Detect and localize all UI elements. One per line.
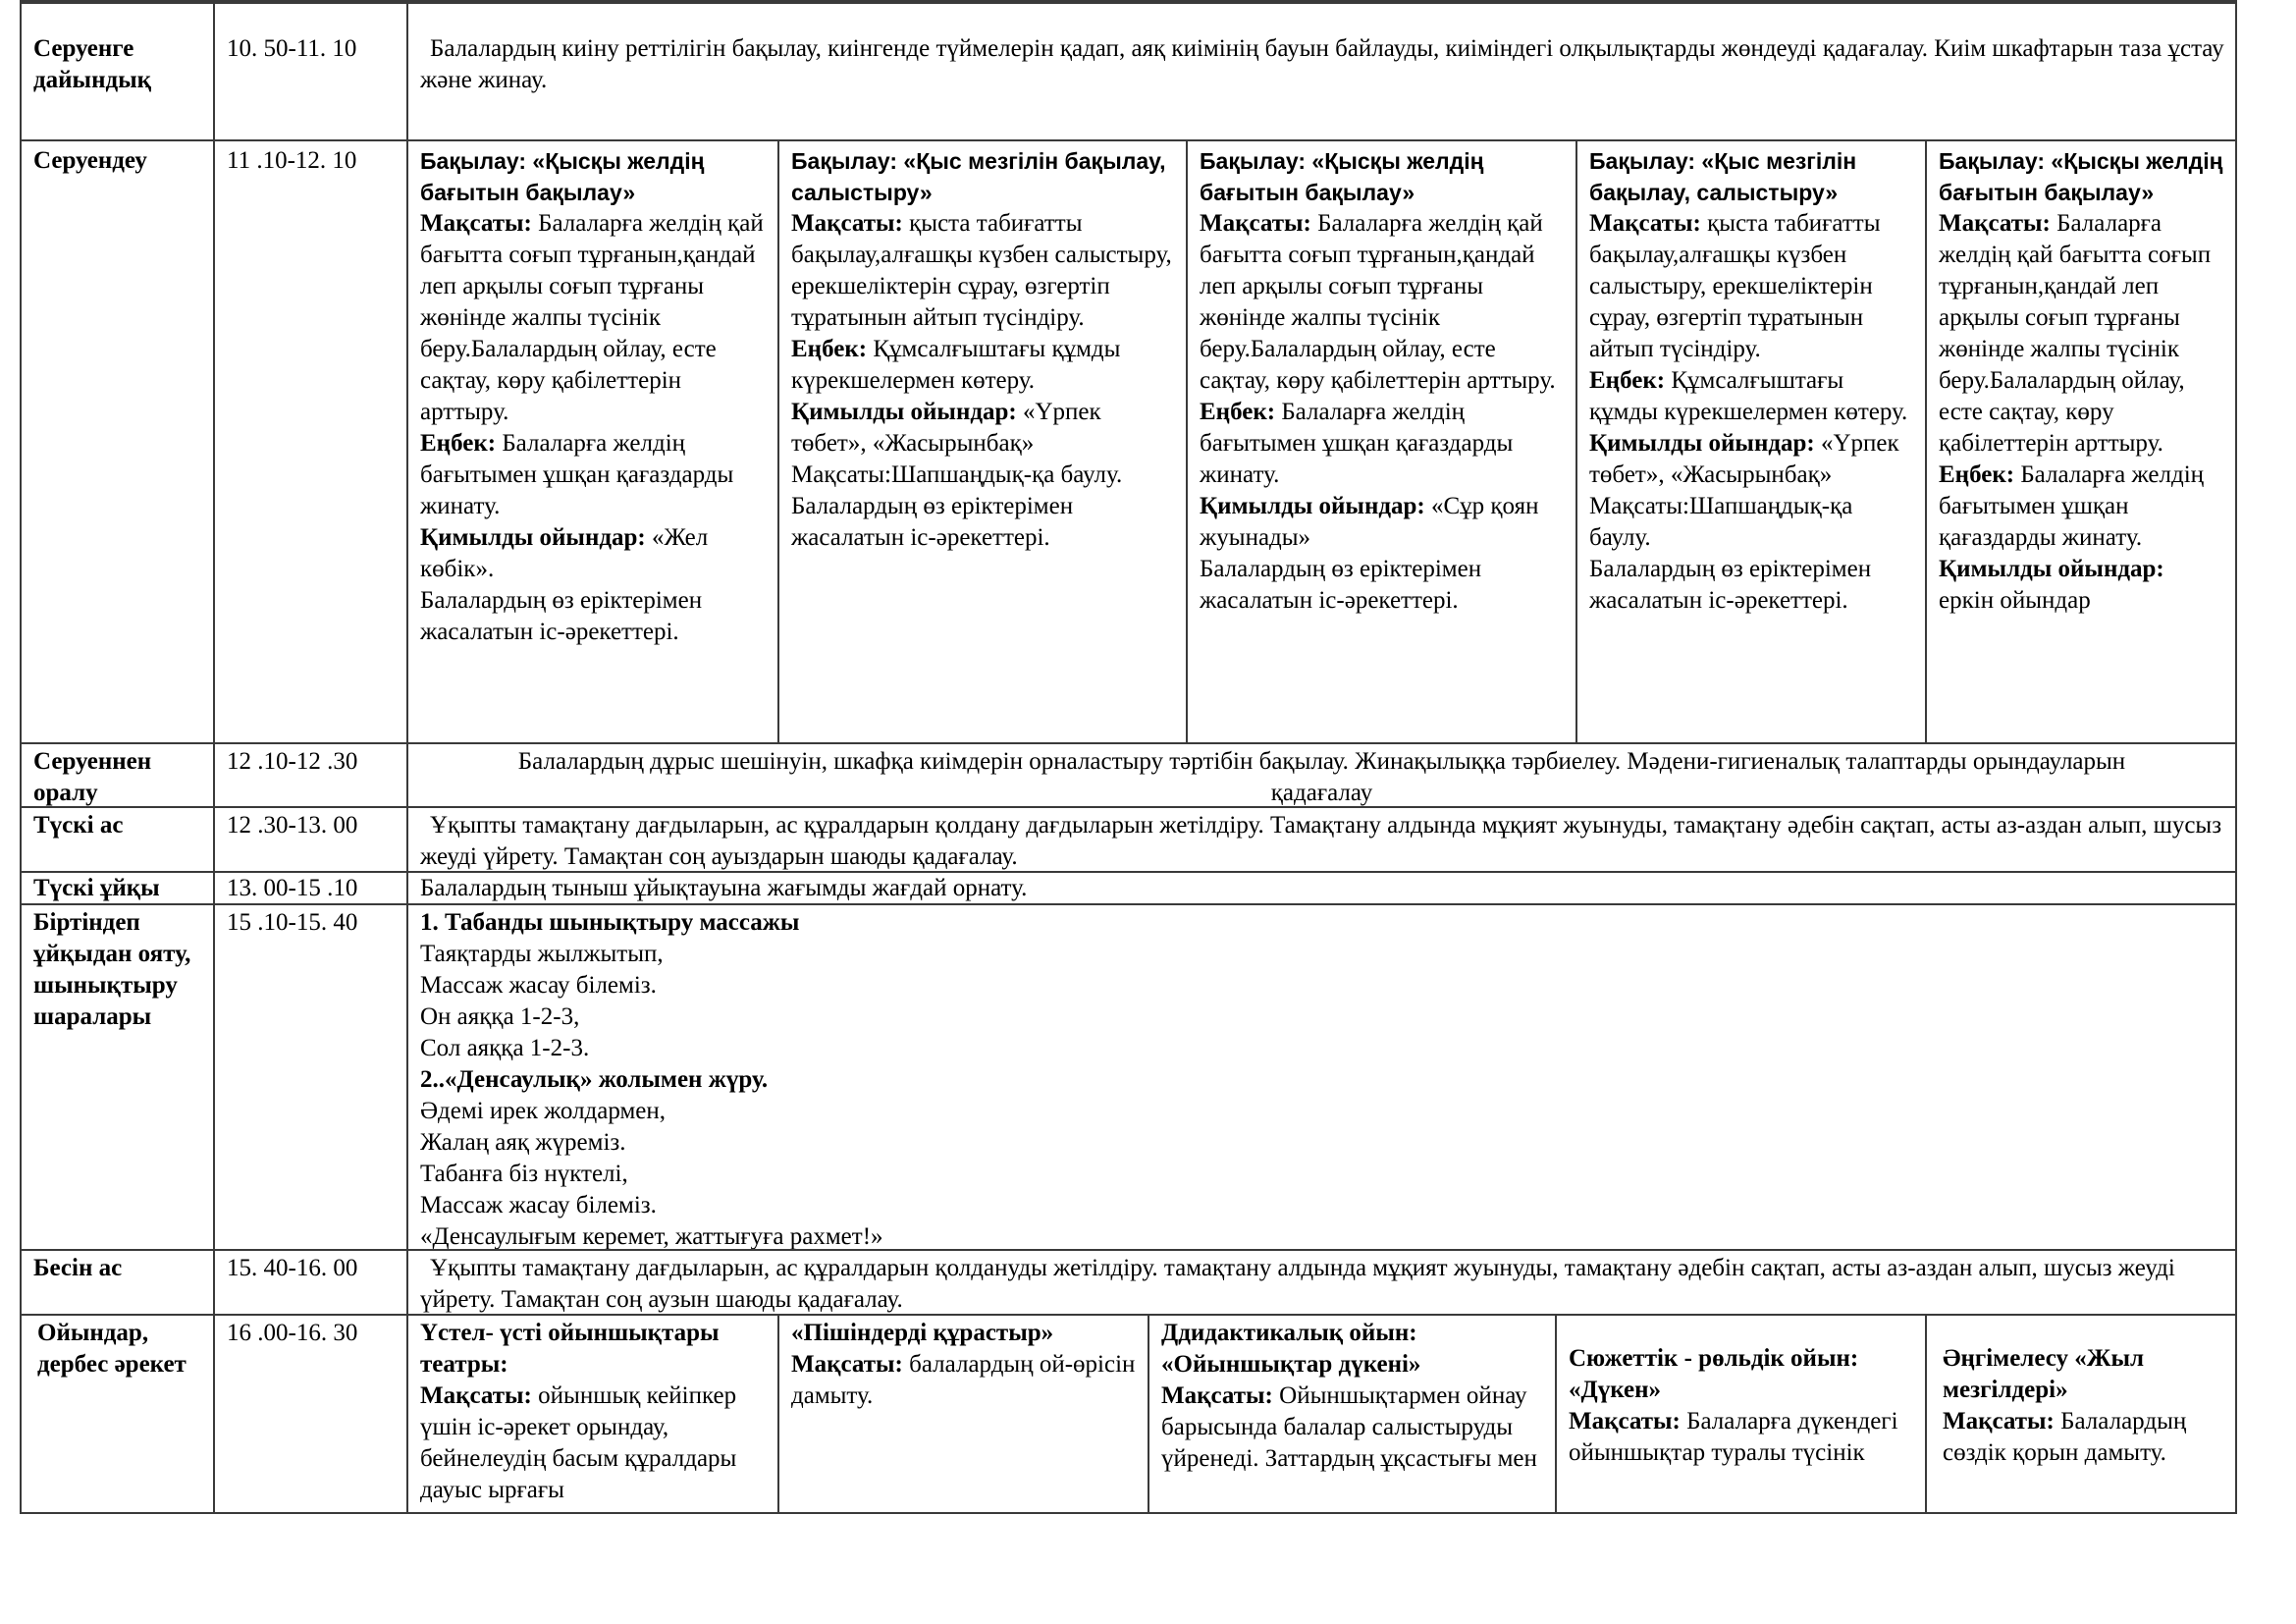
row-text-snack: Ұқыпты тамақтану дағдыларын, ас құралдарын қолдануды жетілдіру. тамақтану алдында мұқият жуынуды, тамақтану әдебін сақтап, асты аз-аздан алып, шусыз жеуді үйрету. Тамақтан соң аузын шаюды қадағалау.	[406, 1249, 2237, 1316]
row-time-nap: 13. 00-15 .10	[213, 871, 408, 905]
verse-line: Жалаң аяқ жүреміз.	[420, 1129, 626, 1156]
goal-text: Балаларға желдің қай бағытта соғып тұрғанын,қандай леп арқылы соғып тұрғаны жөнінде жалпы түсінік беру.Балалардың ойлау, есте сақтау, көру қабілеттерін арттыру.	[1200, 210, 1556, 394]
goal-text: Балалардың сөздік қорын дамыту.	[1943, 1408, 2187, 1466]
games-column	[1925, 1314, 2237, 1514]
movement-games-text: «Үрпек төбет», «Жасырынбақ»	[791, 399, 1101, 457]
labor-paragraph	[791, 334, 1176, 397]
verse-line: Он аяққа 1-2-3,	[420, 1003, 580, 1030]
labor-label: Еңбек:	[1589, 367, 1666, 394]
games-column	[1148, 1314, 1557, 1514]
row-label-games: Ойындар, дербес әрекет	[20, 1314, 215, 1514]
goal-text: Балаларға желдің қай бағытта соғып тұрғанын,қандай леп арқылы соғып тұрғаны жөнінде жалпы түсінік беру.Балалардың ойлау, есте сақтау, көру қабілеттерін арттыру.	[420, 210, 764, 425]
goal-paragraph	[420, 208, 768, 428]
goal-text: Балаларға желдің қай бағытта соғып тұрғанын,қандай леп арқылы соғып тұрғаны жөнінде жалпы түсінік беру.Балалардың ойлау, есте сақтау, көру қабілеттерін арттыру.	[1939, 210, 2212, 457]
movement-games-paragraph	[420, 522, 768, 585]
labor-label: Еңбек:	[1200, 399, 1276, 425]
verse-line: Табанға біз нүктелі,	[420, 1161, 628, 1187]
labor-text: Балаларға желдің бағытымен ұшқан қағаздарды жинату.	[1200, 399, 1514, 488]
observation-title: Бақылау: «Қысқы желдің бағытын бақылау»	[1200, 148, 1484, 205]
goal-label: Мақсаты:	[1939, 210, 2051, 237]
row-time-walk: 11 .10-12. 10	[213, 139, 408, 744]
game-title: Әңгімелесу «Жыл мезгілдері»	[1943, 1345, 2145, 1403]
extra-note: Мақсаты:Шапшаңдық-қа баулу.	[1589, 493, 1853, 551]
goal-text: балалардың ой-өрісін дамыту.	[791, 1351, 1136, 1409]
goal-paragraph	[1161, 1380, 1545, 1475]
labor-text: Балаларға желдің бағытымен ұшқан қағаздарды жинату.	[420, 430, 734, 519]
game-title: Үстел- үсті ойыншықтары театры:	[420, 1320, 720, 1378]
verse-line: «Денсаулығым керемет, жаттығуға рахмет!»	[420, 1223, 883, 1250]
row-text-prep-walk: Балалардың киіну реттілігін бақылау, киінгенде түймелерін қадап, аяқ киімінің бауын байлауды, киіміндегі олқылықтарды жөндеуді қадағалау. Киім шкафтарын таза ұстау және жинау.	[406, 0, 2237, 141]
goal-paragraph	[1589, 208, 1915, 365]
goal-text: қыста табиғатты бақылау,алғашқы күзбен салыстыру, ерекшеліктерін сұрау, өзгертіп тұратынын айтып түсіндіру.	[791, 210, 1172, 331]
games-column	[1555, 1314, 1927, 1514]
row-label-return: Серуеннен оралу	[20, 742, 215, 808]
goal-paragraph	[1569, 1406, 1915, 1469]
movement-games-label: Қимылды ойындар:	[1589, 430, 1815, 457]
verse-line: Сол аяққа 1-2-3.	[420, 1035, 590, 1061]
goal-label: Мақсаты:	[1161, 1382, 1273, 1409]
wakeup-heading-2: 2..«Денсаулық» жолымен жүру.	[420, 1066, 769, 1093]
wakeup-verse-2	[420, 1096, 2225, 1251]
goal-text: қыста табиғатты бақылау,алғашқы күзбен салыстыру, ерекшеліктерін сұрау, өзгертіп тұратынын айтып түсіндіру.	[1589, 210, 1881, 362]
row-time-lunch: 12 .30-13. 00	[213, 806, 408, 873]
goal-text: Балаларға дүкендегі ойыншықтар туралы түсінік	[1569, 1408, 1898, 1466]
row-text-wakeup	[406, 903, 2237, 1251]
walk-column	[1186, 139, 1577, 744]
walk-column	[777, 139, 1188, 744]
row-label-walk: Серуендеу	[20, 139, 215, 744]
extra-note: Балалардың өз еріктерімен жасалатын іс-әрекеттері.	[791, 493, 1074, 551]
verse-line: Массаж жасау білеміз.	[420, 1192, 657, 1218]
goal-paragraph	[1943, 1406, 2225, 1469]
extra-note: Балалардың өз еріктерімен жасалатын іс-әрекеттері.	[1589, 556, 1872, 614]
row-time-games: 16 .00-16. 30	[213, 1314, 408, 1514]
movement-games-text: «Жел көбік».	[420, 524, 709, 582]
goal-label: Мақсаты:	[1943, 1408, 2055, 1435]
observation-title: Бақылау: «Қысқы желдің бағытын бақылау»	[1939, 148, 2223, 205]
game-title: Сюжеттік - рөльдік ойын: «Дүкен»	[1569, 1345, 1859, 1403]
row-text-lunch: Ұқыпты тамақтану дағдыларын, ас құралдарын қолдану дағдыларын жетілдіру. Тамақтану алдында мұқият жуынуды, тамақтану әдебін сақтап, асты аз-аздан алып, шусыз жеуді үйрету. Тамақтан соң ауыздарын шаюды қадағалау.	[406, 806, 2237, 873]
goal-label: Мақсаты:	[420, 1382, 532, 1409]
observation-title: Бақылау: «Қыс мезгілін бақылау, салыстыру»	[1589, 148, 1857, 205]
goal-paragraph	[791, 1349, 1138, 1412]
walk-column	[1925, 139, 2237, 744]
movement-games-paragraph	[1939, 554, 2225, 617]
goal-label: Мақсаты:	[420, 210, 532, 237]
verse-line: Таяқтарды жылжытып,	[420, 941, 664, 967]
row-label-lunch: Түскі ас	[20, 806, 215, 873]
movement-games-paragraph	[1589, 428, 1915, 491]
goal-label: Мақсаты:	[1589, 210, 1701, 237]
wakeup-verse-1	[420, 939, 2225, 1064]
movement-games-label: Қимылды ойындар:	[1200, 493, 1425, 519]
goal-text: Ойыншықтармен ойнау барысында балалар салыстыруды үйренеді. Заттардың ұқсастығы мен	[1161, 1382, 1537, 1472]
observation-title: Бақылау: «Қыс мезгілін бақылау, салыстыру»	[791, 148, 1166, 205]
row-time-snack: 15. 40-16. 00	[213, 1249, 408, 1316]
extra-note: Мақсаты:Шапшаңдық-қа баулу.	[791, 461, 1123, 488]
goal-paragraph	[1939, 208, 2225, 460]
walk-column	[406, 139, 779, 744]
goal-paragraph	[420, 1380, 768, 1506]
movement-games-paragraph	[1200, 491, 1566, 554]
labor-text: Құмсалғыштағы құмды күрекшелермен көтеру.	[791, 336, 1121, 394]
movement-games-text: «Сұр қоян жуынады»	[1200, 493, 1539, 551]
walk-column	[1575, 139, 1927, 744]
movement-games-text: «Үрпек төбет», «Жасырынбақ»	[1589, 430, 1899, 488]
extra-note: Балалардың өз еріктерімен жасалатын іс-әрекеттері.	[1200, 556, 1482, 614]
row-time-wakeup: 15 .10-15. 40	[213, 903, 408, 1251]
movement-games-label: Қимылды ойындар:	[791, 399, 1017, 425]
labor-paragraph	[1939, 460, 2225, 554]
row-text-return: Балалардың дұрыс шешінуін, шкафқа киімдерін орналастыру тәртібін бақылау. Жинақылыққа тәрбиелеу. Мәдени-гигиеналық талаптарды орындауларын қадағалау	[406, 742, 2237, 808]
wakeup-heading-1: 1. Табанды шынықтыру массажы	[420, 909, 800, 936]
row-text-nap: Балалардың тыныш ұйықтауына жағымды жағдай орнату.	[406, 871, 2237, 905]
labor-paragraph	[1589, 365, 1915, 428]
row-time-prep-walk: 10. 50-11. 10	[213, 0, 408, 141]
goal-paragraph	[1200, 208, 1566, 397]
goal-text: ойыншық кейіпкер үшін іс-әрекет орындау, бейнелеудің басым құралдары дауыс ырғағы	[420, 1382, 737, 1503]
row-label-prep-walk: Серуенге дайындық	[20, 0, 215, 141]
games-column	[406, 1314, 779, 1514]
extra-note: Балалардың өз еріктерімен жасалатын іс-әрекеттері.	[420, 587, 703, 645]
games-column	[777, 1314, 1149, 1514]
verse-line: Әдемі ирек жолдармен,	[420, 1098, 667, 1124]
movement-games-label: Қимылды ойындар:	[420, 524, 646, 551]
game-title: Ддидактикалық ойын: «Ойыншықтар дүкені»	[1161, 1320, 1421, 1378]
game-title: «Пішіндерді құрастыр»	[791, 1320, 1054, 1346]
labor-label: Еңбек:	[791, 336, 868, 362]
goal-label: Мақсаты:	[791, 210, 903, 237]
labor-label: Еңбек:	[420, 430, 497, 457]
row-label-snack: Бесін ас	[20, 1249, 215, 1316]
observation-title: Бақылау: «Қысқы желдің бағытын бақылау»	[420, 148, 705, 205]
row-time-return: 12 .10-12 .30	[213, 742, 408, 808]
movement-games-label: Қимылды ойындар:	[1939, 556, 2164, 582]
labor-paragraph	[1200, 397, 1566, 491]
row-label-nap: Түскі ұйқы	[20, 871, 215, 905]
labor-paragraph	[420, 428, 768, 522]
verse-line: Массаж жасау білеміз.	[420, 972, 657, 999]
movement-games-paragraph	[791, 397, 1176, 460]
goal-label: Мақсаты:	[1569, 1408, 1681, 1435]
labor-text: Балаларға желдің бағытымен ұшқан қағаздарды жинату.	[1939, 461, 2205, 551]
labor-label: Еңбек:	[1939, 461, 2015, 488]
goal-label: Мақсаты:	[1200, 210, 1311, 237]
labor-text: Құмсалғыштағы құмды күрекшелермен көтеру.	[1589, 367, 1908, 425]
row-label-wakeup: Біртіндеп ұйқыдан ояту, шынықтыру шаралары	[20, 903, 215, 1251]
goal-paragraph	[791, 208, 1176, 334]
goal-label: Мақсаты:	[791, 1351, 903, 1378]
movement-games-text: еркін ойындар	[1939, 587, 2091, 614]
